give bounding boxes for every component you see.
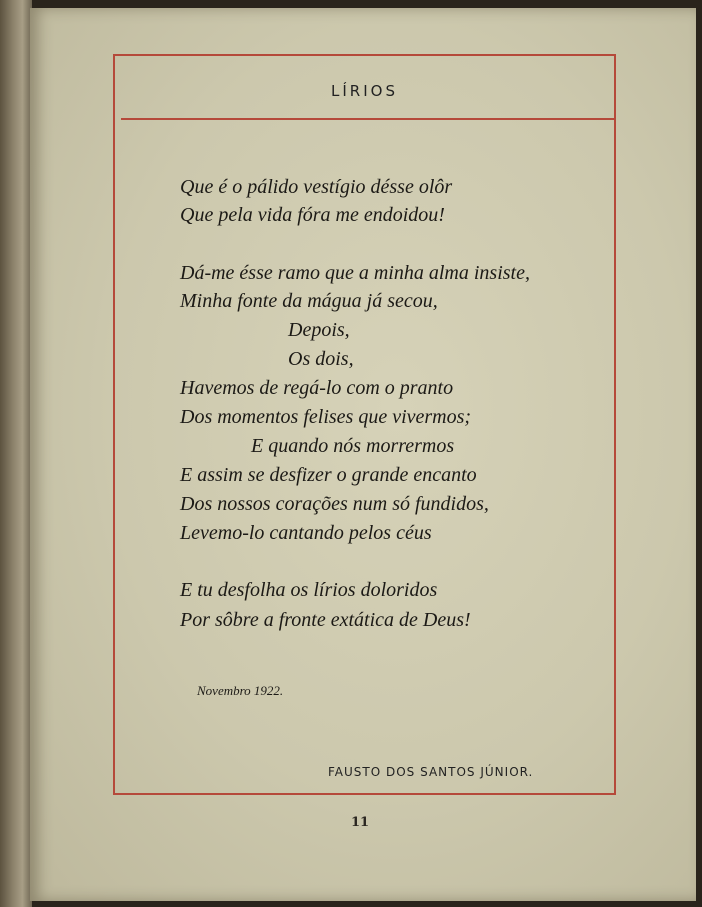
poem-line: E quando nós morrermos bbox=[251, 435, 455, 457]
poem-line: Havemos de regá-lo com o pranto bbox=[180, 377, 454, 399]
page-number: 11 bbox=[350, 815, 370, 830]
page-title: LÍRIOS bbox=[331, 82, 398, 100]
poem-line: Que pela vida fóra me endoidou! bbox=[180, 204, 445, 226]
poem-line: E assim se desfizer o grande encanto bbox=[180, 464, 477, 486]
poem-line: Minha fonte da mágua já secou, bbox=[180, 290, 438, 312]
poem-line: Depois, bbox=[288, 319, 350, 341]
poem-date: Novembro 1922. bbox=[197, 683, 284, 698]
poem-line: Por sôbre a fronte extática de Deus! bbox=[180, 609, 471, 631]
poem-line: Que é o pálido vestígio désse olôr bbox=[180, 176, 453, 198]
author-name: FAUSTO DOS SANTOS JÚNIOR. bbox=[328, 765, 534, 779]
poem-line: Dá-me ésse ramo que a minha alma insiste, bbox=[180, 262, 530, 284]
poem-line: Dos momentos felises que vivermos; bbox=[180, 406, 472, 428]
poem-line: E tu desfolha os lírios doloridos bbox=[180, 579, 438, 601]
poem-line: Os dois, bbox=[288, 348, 354, 370]
poem-line: Dos nossos corações num só fundidos, bbox=[180, 493, 489, 515]
poem-line: Levemo-lo cantando pelos céus bbox=[180, 522, 432, 544]
